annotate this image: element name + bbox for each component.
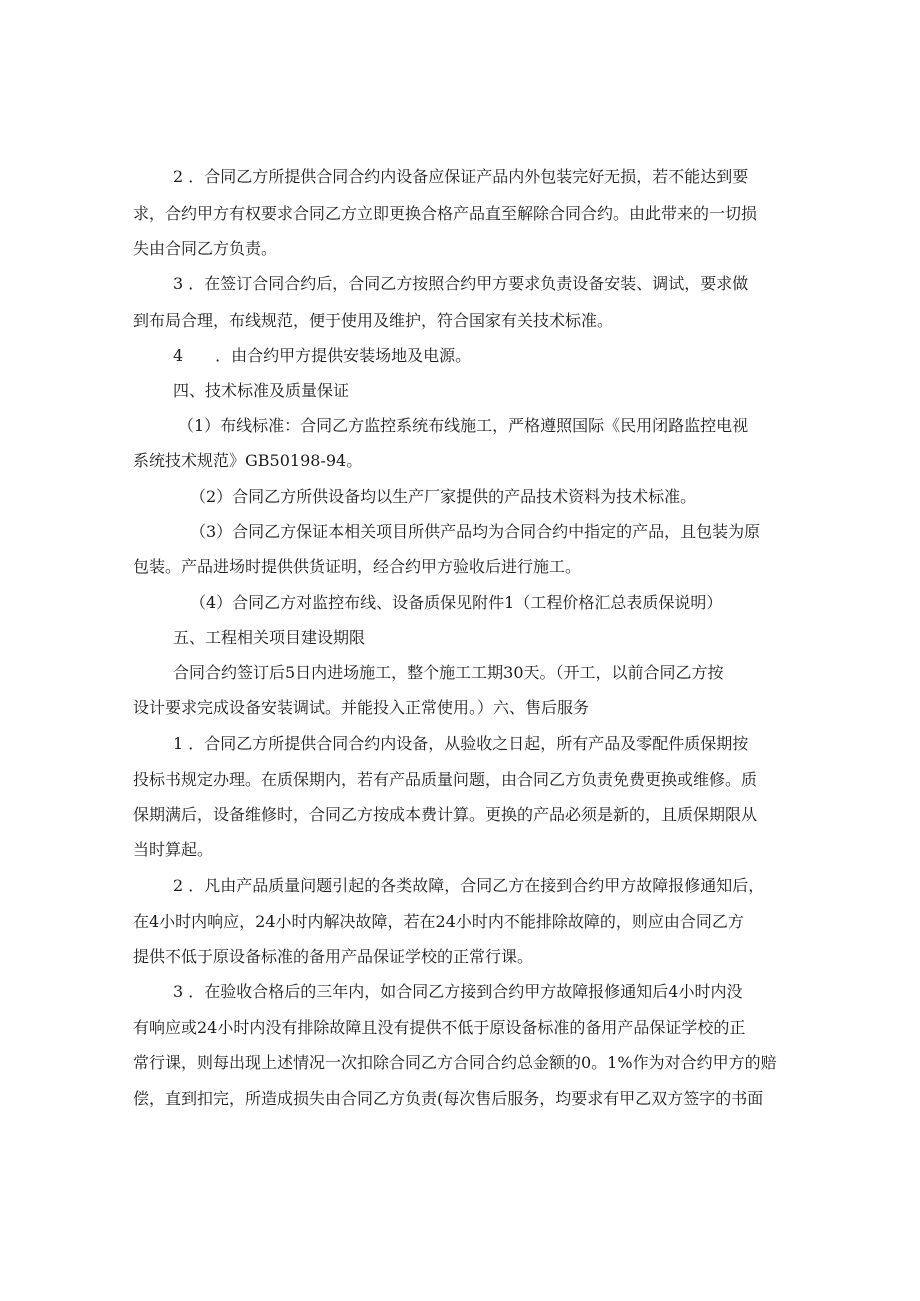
paragraph-line: 当时算起。	[133, 840, 214, 859]
paragraph-line: 4 ．由合约甲方提供安装场地及电源。	[173, 346, 472, 365]
paragraph-line: 求，合约甲方有权要求合同乙方立即更换合格产品直至解除合同合约。由此带来的一切损	[133, 204, 758, 223]
paragraph-line: 包装。产品进场时提供供货证明，经合约甲方验收后进行施工。	[133, 557, 582, 576]
paragraph-line: （2）合同乙方所供设备均以生产厂家提供的产品技术资料为技术标准。	[190, 487, 697, 506]
paragraph-line: 2 ．凡由产品质量问题引起的各类故障，合同乙方在接到合约甲方故障报修通知后，	[173, 876, 765, 895]
paragraph-line: （3）合同乙方保证本相关项目所供产品均为合同合约中指定的产品，且包装为原	[190, 522, 761, 541]
paragraph-line: 合同合约签订后5日内进场施工，整个施工工期30天。（开工，以前合同乙方按	[173, 663, 724, 682]
paragraph-line: 常行课，则每出现上述情况一次扣除合同乙方合同合约总金额的0。1%作为对合约甲方的赔	[133, 1053, 777, 1072]
paragraph-line: 3 ．在签订合同合约后，合同乙方按照合约甲方要求负责设备安装、调试，要求做	[173, 274, 749, 293]
paragraph-line: 在4小时内响应，24小时内解决故障，若在24小时内不能排除故障的，则应由合同乙方	[133, 912, 744, 931]
paragraph-line: 系统技术规范》GB50198-94。	[133, 451, 363, 470]
paragraph-line: 1 ．合同乙方所提供合同合约内设备，从验收之日起，所有产品及零配件质保期按	[173, 734, 749, 753]
paragraph-line: （1）布线标准：合同乙方监控系统布线施工，严格遵照国际《民用闭路监控电视	[178, 416, 749, 435]
paragraph-line: 提供不低于原设备标准的备用产品保证学校的正常行课。	[133, 947, 534, 966]
section-heading: 四、技术标准及质量保证	[173, 381, 350, 400]
paragraph-line: 设计要求完成设备安装调试。并能投入正常使用。）六、售后服务	[133, 698, 590, 717]
paragraph-line: 偿，直到扣完，所造成损失由合同乙方负责(每次售后服务，均要求有甲乙双方签字的书面	[133, 1089, 764, 1108]
paragraph-line: 有响应或24小时内没有排除故障且没有提供不低于原设备标准的备用产品保证学校的正	[133, 1018, 746, 1037]
paragraph-line: 投标书规定办理。在质保期内，若有产品质量问题，由合同乙方负责免费更换或维修。质	[133, 770, 758, 789]
paragraph-line: 3 ．在验收合格后的三年内，如合同乙方接到合约甲方故障报修通知后4小时内没	[173, 982, 743, 1001]
paragraph-line: 到布局合理，布线规范，便于使用及维护，符合国家有关技术标准。	[133, 311, 614, 330]
paragraph-line: （4）合同乙方对监控布线、设备质保见附件1（工程价格汇总表质保说明）	[190, 593, 723, 612]
paragraph-line: 失由合同乙方负责。	[133, 239, 278, 258]
section-heading: 五、工程相关项目建设期限	[173, 628, 366, 647]
paragraph-line: 保期满后，设备维修时，合同乙方按成本费计算。更换的产品必须是新的，且质保期限从	[133, 805, 758, 824]
paragraph-line: 2 ．合同乙方所提供合同合约内设备应保证产品内外包装完好无损，若不能达到要	[173, 167, 749, 186]
